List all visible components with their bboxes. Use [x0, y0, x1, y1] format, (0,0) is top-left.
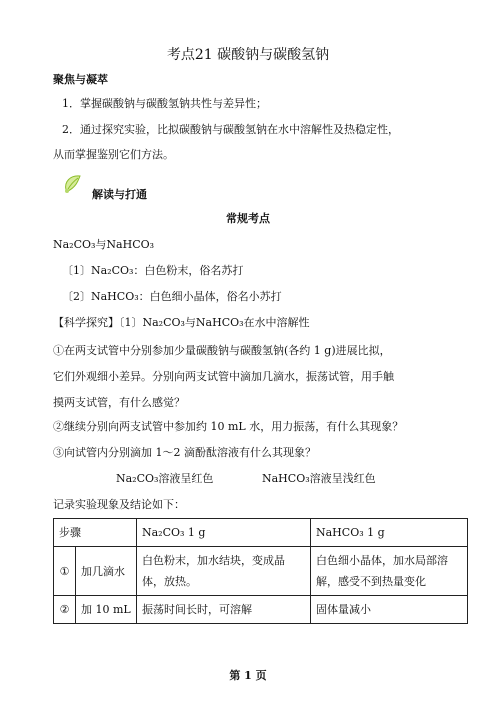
- result-na2co3: Na₂CO₃溶液呈红色: [116, 472, 214, 485]
- section-heading-focus: 聚焦与凝萃: [53, 73, 108, 86]
- row-nahco3: 固体量减小: [311, 596, 468, 624]
- step-2-line: ②继续分别向两支试管中参加约 10 mL 水，用力振荡，有什么其现象？: [53, 420, 404, 433]
- header-nahco3: NaHCO₃ 1 g: [311, 519, 468, 547]
- step-1-line1: ①在两支试管中分别参加少量碳酸钠与碳酸氢钠(各约 1 g)进展比拟，: [53, 344, 391, 357]
- row-number: ①: [54, 547, 76, 596]
- line-na2co3: 〔1〕Na₂CO₃：白色粉末，俗名苏打: [62, 264, 244, 277]
- header-step: 步骤: [54, 519, 137, 547]
- subheading-regular-points: 常规考点: [226, 212, 270, 225]
- objective-1: 1．掌握碳酸钠与碳酸氢钠共性与差异性；: [62, 97, 267, 110]
- page-title: 考点21 碳酸钠与碳酸氢钠: [166, 47, 330, 63]
- line-compounds: Na₂CO₃与NaHCO₃: [53, 238, 155, 251]
- leaf-swirl-icon: [62, 172, 86, 196]
- header-na2co3: Na₂CO₃ 1 g: [137, 519, 311, 547]
- objective-2: 2．通过探究实验，比拟碳酸钠与碳酸氢钠在水中溶解性及热稳定性，: [62, 123, 399, 136]
- line-science-explore: 【科学探究】〔1〕Na₂CO₃与NaHCO₃在水中溶解性: [53, 316, 310, 329]
- row-na2co3: 振荡时间长时，可溶解: [137, 596, 311, 624]
- row-step: 加几滴水: [76, 547, 137, 596]
- table-header-row: [54, 519, 468, 547]
- row-step: 加 10 mL: [76, 596, 137, 624]
- step-3-line: ③向试管内分别滴加 1～2 滴酚酞溶液有什么其现象？: [53, 446, 316, 459]
- line-nahco3: 〔2〕NaHCO₃：白色细小晶体，俗名小苏打: [62, 290, 282, 303]
- step-1-line3: 摸两支试管，有什么感觉？: [53, 396, 185, 409]
- table-row: [54, 596, 468, 624]
- objective-2-cont: 从而掌握鉴别它们方法。: [53, 148, 174, 161]
- row-number: ②: [54, 596, 76, 624]
- section-heading-decode: 解读与打通: [92, 188, 147, 201]
- step-1-line2: 它们外观细小差异。分别向两支试管中滴加几滴水，振荡试管，用手触: [53, 370, 394, 383]
- table-row: [54, 547, 468, 596]
- experiment-table: [53, 518, 468, 624]
- record-label: 记录实验现象及结论如下：: [53, 498, 185, 511]
- row-na2co3: 白色粉末，加水结块，变成晶体，放热。: [137, 547, 311, 596]
- row-nahco3: 白色细小晶体，加水局部溶解，感受不到热量变化: [311, 547, 468, 596]
- result-nahco3: NaHCO₃溶液呈浅红色: [262, 472, 376, 485]
- page-number: 第 1 页: [229, 669, 267, 682]
